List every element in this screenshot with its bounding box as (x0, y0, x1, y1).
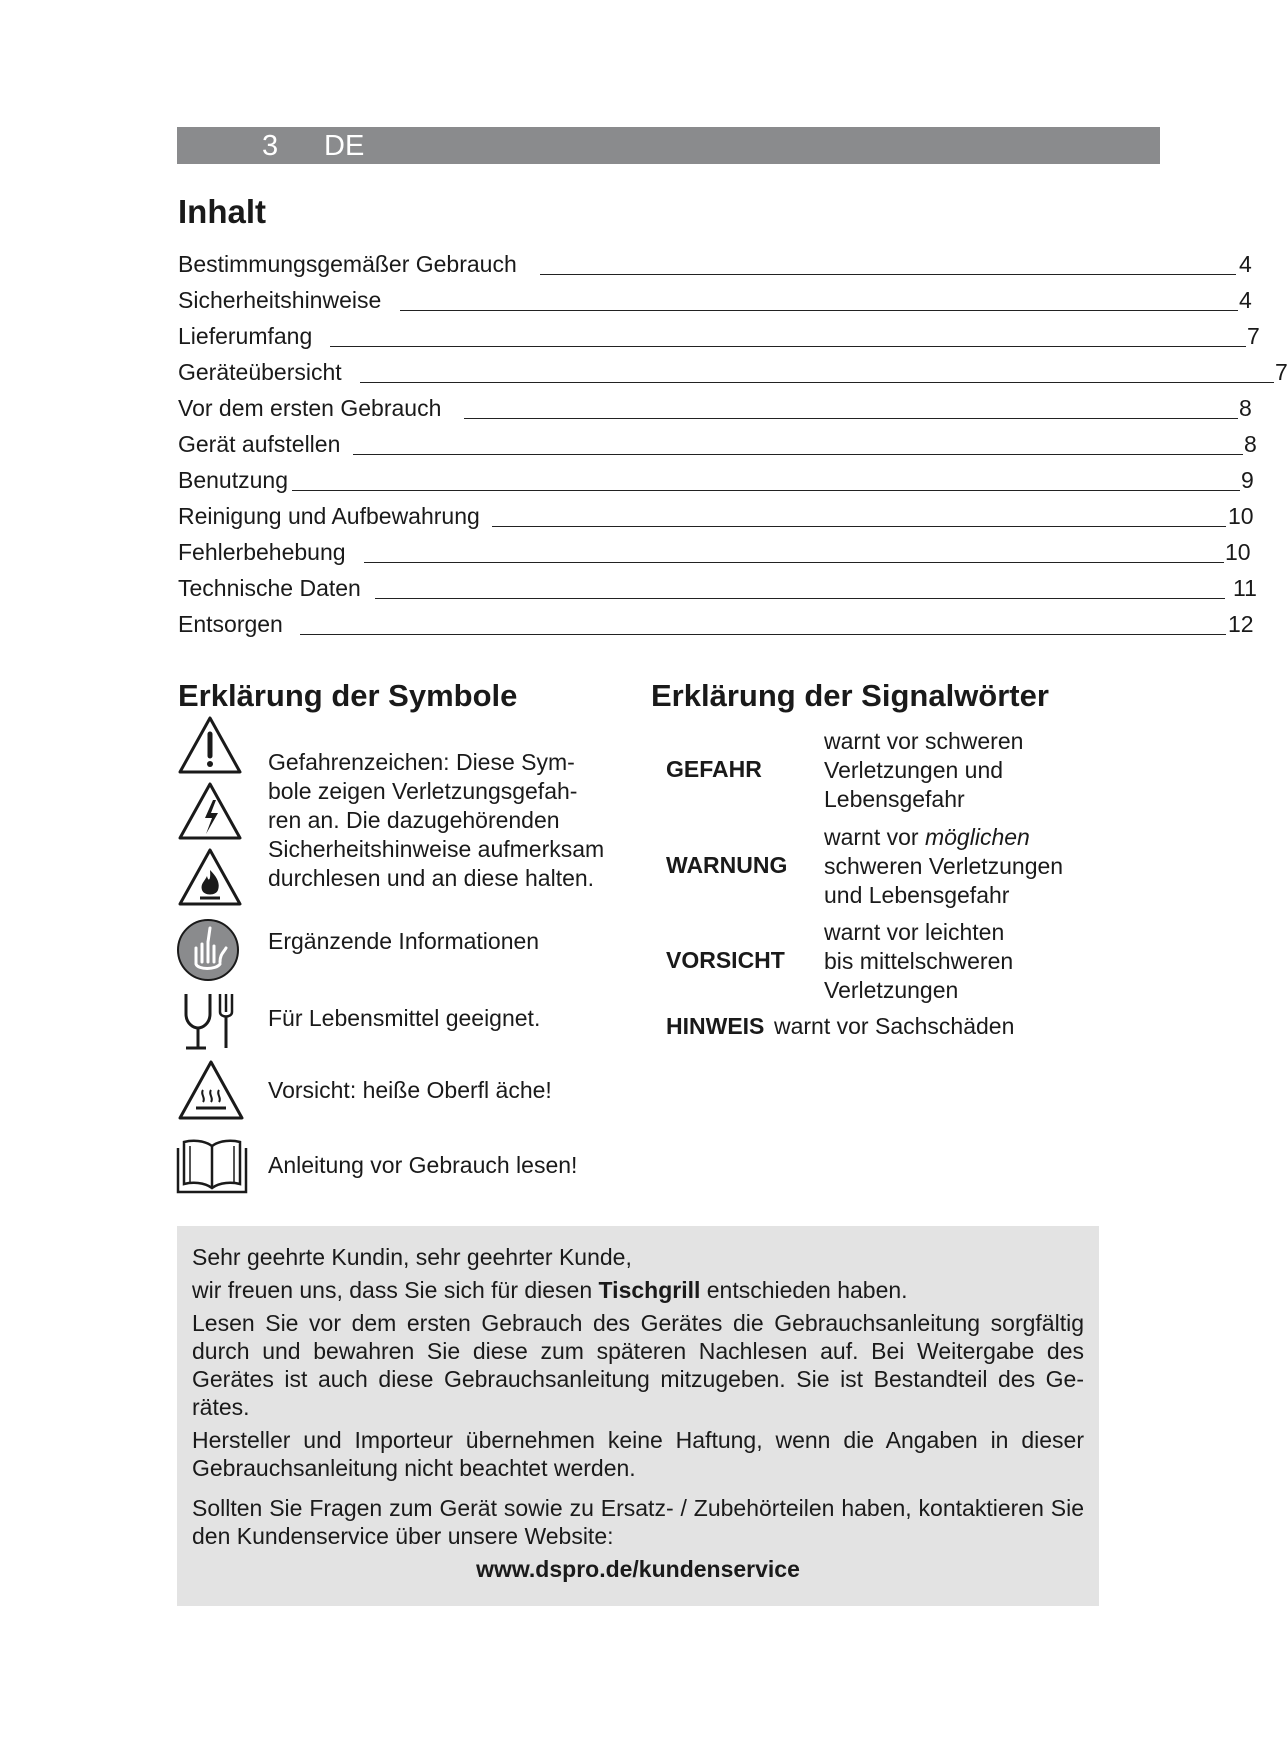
toc-item-page: 9 (1241, 467, 1254, 493)
electric-shock-icon (180, 784, 240, 838)
toc-item-label: Entsorgen (178, 611, 283, 637)
signal-word-hinweis: HINWEIS (666, 1013, 765, 1039)
toc-item-label: Sicherheitshinweise (178, 287, 382, 313)
toc-item[interactable] (178, 318, 1260, 354)
toc-leader-line (492, 526, 1226, 527)
toc-item-label: Lieferumfang (178, 323, 313, 349)
toc-item-page: 12 (1228, 611, 1254, 637)
notice-read-instructions: Lesen Sie vor dem ersten Gebrauch des Gerätes die Gebrauchsanleitung sorgfältig durch und bewahren Sie diese zum späteren Nachlesen auf. Bei Weitergabe des Gerätes ist auch diese Gebrauchsanleitung mitzugeben. Sie ist Bestandteil des Ge-rätes. (192, 1310, 1084, 1420)
toc-item-label: Bestimmungsgemäßer Gebrauch (178, 251, 517, 277)
toc-item-label: Reinigung und Aufbewahrung (178, 503, 480, 529)
service-website-link[interactable]: www.dspro.de/kundenservice (476, 1556, 800, 1582)
product-name: Tischgrill (598, 1277, 701, 1303)
manual-description: Anleitung vor Gebrauch lesen! (268, 1152, 578, 1178)
food-safe-icon (180, 990, 240, 1052)
table-of-contents (178, 246, 1288, 642)
signal-word-warnung: WARNUNG (666, 852, 788, 878)
manual-book-icon (176, 1136, 248, 1196)
toc-leader-line (360, 382, 1274, 383)
toc-item-page: 4 (1239, 287, 1252, 313)
signal-warnung-description: warnt vor möglichen schweren Verletzungen und Lebensgefahr (824, 824, 1064, 908)
general-warning-icon (180, 718, 240, 772)
hot-surface-description: Vorsicht: heiße Oberfl äche! (268, 1077, 552, 1103)
signal-word-gefahr: GEFAHR (666, 756, 762, 782)
toc-leader-line (300, 634, 1226, 635)
toc-item-label: Technische Daten (178, 575, 361, 601)
toc-item-label: Gerät aufstellen (178, 431, 341, 457)
symbols-title: Erklärung der Symbole (178, 678, 518, 713)
fire-hazard-icon (180, 850, 240, 904)
toc-item-page: 8 (1239, 395, 1252, 421)
toc-item-page: 10 (1228, 503, 1254, 529)
signal-vorsicht-description: warnt vor leichten bis mittelschweren Verletzungen (824, 919, 1014, 1003)
toc-leader-line (364, 562, 1224, 563)
toc-leader-line (353, 454, 1243, 455)
toc-item[interactable] (178, 534, 1251, 570)
toc-item[interactable] (178, 462, 1254, 498)
page-header-bar (177, 127, 1160, 164)
signal-gefahr-description: warnt vor schweren Verletzungen und Lebensgefahr (824, 728, 1024, 812)
info-symbol-description: Ergänzende Informationen (268, 928, 540, 954)
toc-leader-line (292, 490, 1240, 491)
toc-item[interactable] (178, 282, 1252, 318)
toc-item[interactable] (178, 354, 1288, 390)
toc-item[interactable] (178, 498, 1254, 534)
notice-intro: wir freuen uns, dass Sie sich für diesen Tischgrill entschieden haben. (192, 1277, 908, 1303)
toc-leader-line (540, 274, 1236, 275)
toc-item-page: 4 (1239, 251, 1252, 277)
notice-liability: Hersteller und Importeur übernehmen keine Haftung, wenn die Angaben in dieser Gebrauchsanleitung nicht beachtet werden. (192, 1427, 1084, 1481)
toc-item-label: Vor dem ersten Gebrauch (178, 395, 442, 421)
toc-item[interactable] (178, 390, 1252, 426)
customer-notice-box (177, 1226, 1099, 1606)
contents-title: Inhalt (178, 193, 266, 230)
toc-item-label: Fehlerbehebung (178, 539, 346, 565)
toc-item-page: 10 (1225, 539, 1251, 565)
toc-item-label: Benutzung (178, 467, 288, 493)
warning-symbols-description: Gefahrenzeichen: Diese Sym- bole zeigen Verletzungsgefah- ren an. Die dazugehörenden Sicherheitshinweise aufmerksam durchlesen und an diese halten. (268, 749, 605, 891)
toc-item[interactable] (178, 570, 1257, 606)
toc-item[interactable] (178, 426, 1257, 462)
toc-leader-line (330, 346, 1246, 347)
toc-leader-line (375, 598, 1225, 599)
toc-item-page: 7 (1247, 323, 1260, 349)
language-code: DE (324, 130, 365, 162)
toc-item-page: 8 (1244, 431, 1257, 457)
signal-words-title: Erklärung der Signalwörter (651, 678, 1049, 713)
toc-leader-line (400, 310, 1238, 311)
notice-greeting: Sehr geehrte Kundin, sehr geehrter Kunde, (192, 1244, 632, 1270)
hot-surface-icon (176, 1058, 246, 1122)
page-number: 3 (262, 130, 279, 162)
toc-item-label: Geräteübersicht (178, 359, 342, 385)
warning-triangle-icons (176, 714, 244, 910)
notice-contact: Sollten Sie Fragen zum Gerät sowie zu Ersatz- / Zubehörteilen haben, kontaktieren Sie den Kundenservice über unsere Website: (192, 1495, 1084, 1549)
toc-item[interactable] (178, 246, 1252, 282)
toc-item-page: 7 (1275, 359, 1288, 385)
toc-leader-line (464, 418, 1238, 419)
toc-item[interactable] (178, 606, 1254, 642)
signal-hinweis-description: warnt vor Sachschäden (774, 1013, 1015, 1039)
food-safe-description: Für Lebensmittel geeignet. (268, 1005, 541, 1031)
signal-word-vorsicht: VORSICHT (666, 947, 785, 973)
hand-info-icon (176, 918, 240, 982)
toc-item-page: 11 (1233, 575, 1257, 601)
